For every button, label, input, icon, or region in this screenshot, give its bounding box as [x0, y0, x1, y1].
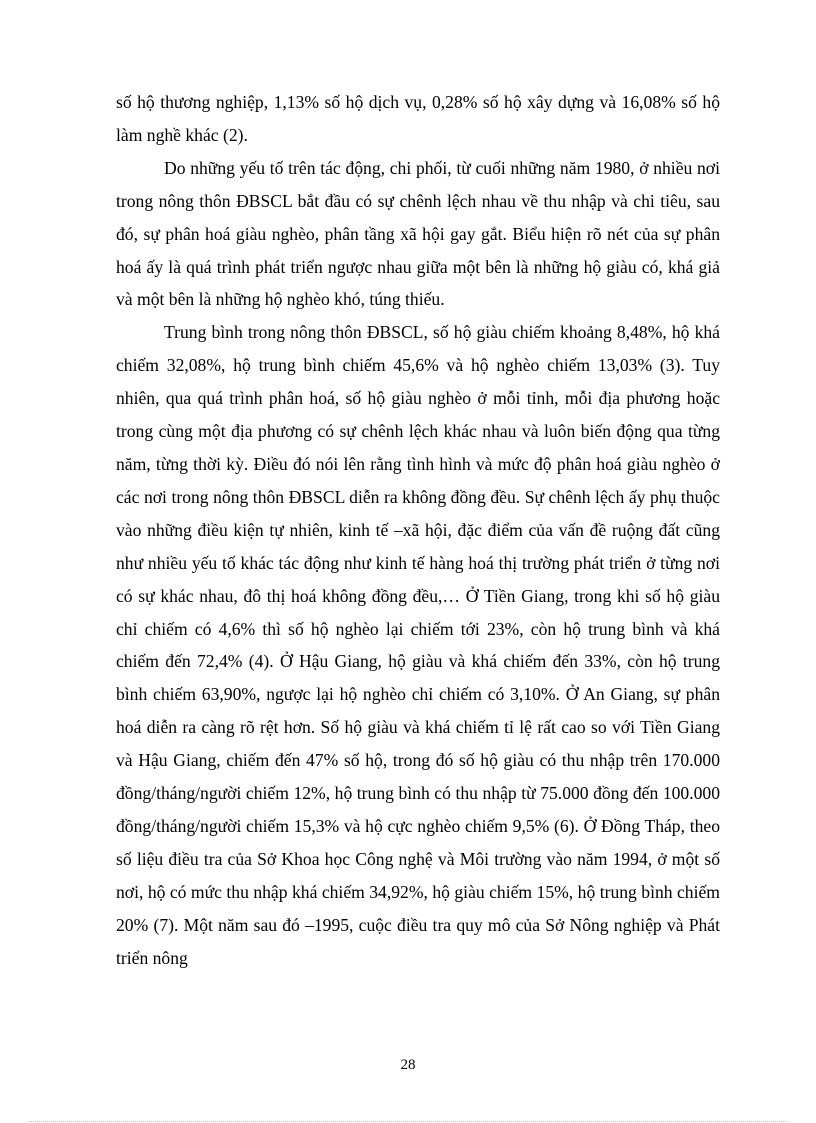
paragraph-continued: số hộ thương nghiệp, 1,13% số hộ dịch vụ, 0,28% số hộ xây dựng và 16,08% số hộ làm nghề khác (2). — [116, 92, 720, 145]
page-number: 28 — [400, 1057, 416, 1073]
paragraph-income-disparity: Do những yếu tố trên tác động, chi phối, từ cuối những năm 1980, ở nhiều nơi trong nông thôn ĐBSCL bắt đầu có sự chênh lệch nhau về thu nhập và chi tiêu, sau đó, sự phân hoá giàu nghèo, phân tầng xã hội gay gắt. Biểu hiện rõ nét của sự phân hoá ấy là quá trình phát triển ngược nhau giữa một bên là những hộ giàu có, khá giả và một bên là những hộ nghèo khó, túng thiếu. — [116, 157, 720, 310]
document-body — [116, 86, 720, 974]
paragraph-household-statistics: Trung bình trong nông thôn ĐBSCL, số hộ giàu chiếm khoảng 8,48%, hộ khá chiếm 32,08%, hộ trung bình chiếm 45,6% và hộ nghèo chiếm 13,03% (3). Tuy nhiên, qua quá trình phân hoá, số hộ giàu nghèo ở mỗi tỉnh, mỗi địa phương hoặc trong cùng một địa phương có sự chênh lệch khác nhau và luôn biến động qua từng năm, từng thời kỳ. Điều đó nói lên rằng tình hình và mức độ phân hoá giàu nghèo ở các nơi trong nông thôn ĐBSCL diễn ra không đồng đều. Sự chênh lệch ấy phụ thuộc vào những điều kiện tự nhiên, kinh tế –xã hội, đặc điểm của vấn đề ruộng đất cũng như nhiều yếu tố khác tác động như kinh tế hàng hoá thị trường phát triển ở từng nơi có sự khác nhau, đô thị hoá không đồng đều,… Ở Tiền Giang, trong khi số hộ giàu chỉ chiếm có 4,6% thì số hộ nghèo lại chiếm tới 23%, còn hộ trung bình và khá chiếm đến 72,4% (4). Ở Hậu Giang, hộ giàu và khá chiếm đến 33%, còn hộ trung bình chiếm 63,90%, ngược lại hộ nghèo chỉ chiếm có 3,10%. Ở An Giang, sự phân hoá diễn ra càng rõ rệt hơn. Số hộ giàu và khá chiếm tỉ lệ rất cao so với Tiền Giang và Hậu Giang, chiếm đến 47% số hộ, trong đó số hộ giàu có thu nhập trên 170.000 đồng/tháng/người chiếm 12%, hộ trung bình có thu nhập từ 75.000 đồng đến 100.000 đồng/tháng/người chiếm 15,3% và hộ cực nghèo chiếm 9,5% (6). Ở Đồng Tháp, theo số liệu điều tra của Sở Khoa học Công nghệ và Môi trường vào năm 1994, ở một số nơi, hộ có mức thu nhập khá chiếm 34,92%, hộ giàu chiếm 15%, hộ trung bình chiếm 20% (7). Một năm sau đó –1995, cuộc điều tra quy mô của Sở Nông nghiệp và Phát triển nông — [116, 322, 720, 968]
page-bottom-divider — [30, 1121, 786, 1122]
